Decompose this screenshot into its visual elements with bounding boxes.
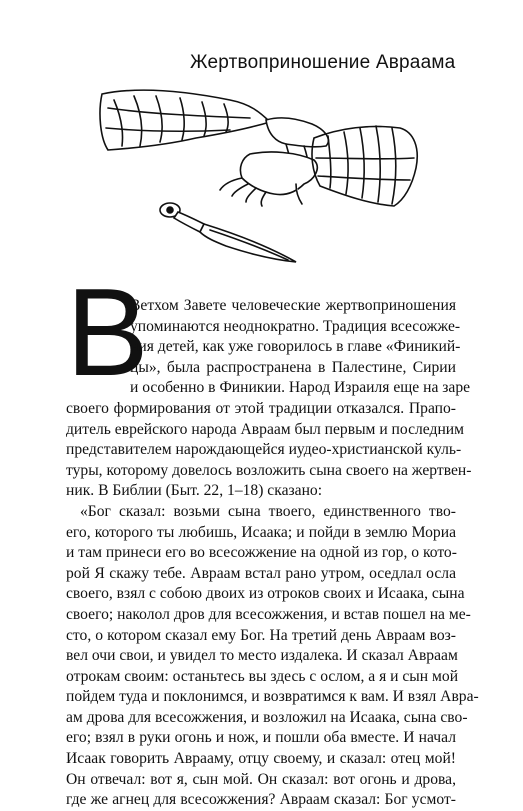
- text-line: туры, которому довелось возложить сына своего на жертвен-: [66, 461, 472, 479]
- text-line: рой Я скажу тебе. Авраам встал рано утром, оседлал осла: [66, 564, 456, 582]
- text-line: сто, о котором сказал ему Бог. На третий день Авраам воз-: [66, 626, 456, 644]
- text-line: ник. В Библии (Быт. 22, 1–18) сказано:: [66, 482, 323, 500]
- text-line: дитель еврейского народа Авраам был первым и последним: [66, 420, 464, 438]
- text-line: «Бог сказал: возьми сына твоего, единственного тво-: [80, 502, 456, 520]
- text-line: его, которого ты любишь, Исаака; и пойди в землю Мориа: [66, 523, 456, 541]
- lower-hand-icon: [220, 152, 317, 206]
- text-line: ам дрова для всесожжения, и возложил на Исаака, сына сво-: [66, 708, 468, 726]
- hands-and-knife-illustration: [100, 88, 420, 288]
- text-line: вел очи свои, и увидел то место издалека. И сказал Авраам: [66, 647, 458, 665]
- body-text: [66, 296, 479, 811]
- text-line: где же агнец для всесожжения? Авраам сказал: Бог усмот-: [66, 791, 456, 809]
- text-line: и особенно в Финикии. Народ Израиля еще на заре: [130, 379, 471, 397]
- running-head: Жертвоприношение Авраама: [190, 52, 456, 73]
- sacrificial-knife-icon: [160, 203, 296, 262]
- text-line: своего, взял с собою двоих из отроков своих и Исаака, сына: [66, 585, 465, 603]
- text-line: Ветхом Завете человеческие жертвоприношения: [130, 297, 456, 314]
- text-line: пойдем туда и поклонимся, и возвратимся к вам. И взял Авра-: [66, 688, 479, 706]
- text-line: цы», была распространена в Палестине, Сирии: [130, 358, 456, 376]
- drop-cap: В: [66, 264, 149, 402]
- text-line: упоминаются неоднократно. Традиция всесожже-: [130, 317, 461, 335]
- text-line: представителем нарождающейся иудео-христианской куль-: [66, 441, 462, 459]
- text-line: и там принеси его во всесожжение на одной из гор, о кото-: [66, 544, 457, 562]
- text-line: своего; наколол дров для всесожжения, и встав пошел на ме-: [66, 605, 471, 623]
- text-line: его; взял в руки огонь и нож, и пошли оба вместе. И начал: [66, 729, 456, 747]
- right-sleeve-icon: [312, 126, 417, 206]
- text-line: ния детей, как уже говорилось в главе «Финикий-: [130, 338, 461, 356]
- text-line: отрокам своим: останьтесь вы здесь с ослом, а я и сын мой: [66, 667, 459, 685]
- text-line: своего формирования от этой традиции отказался. Прапо-: [66, 399, 456, 417]
- text-line: Он отвечал: вот я, сын мой. Он сказал: вот огонь и дрова,: [66, 770, 456, 788]
- left-sleeve-icon: [100, 90, 270, 150]
- text-line: Исаак говорить Аврааму, отцу своему, и сказал: отец мой!: [66, 750, 456, 768]
